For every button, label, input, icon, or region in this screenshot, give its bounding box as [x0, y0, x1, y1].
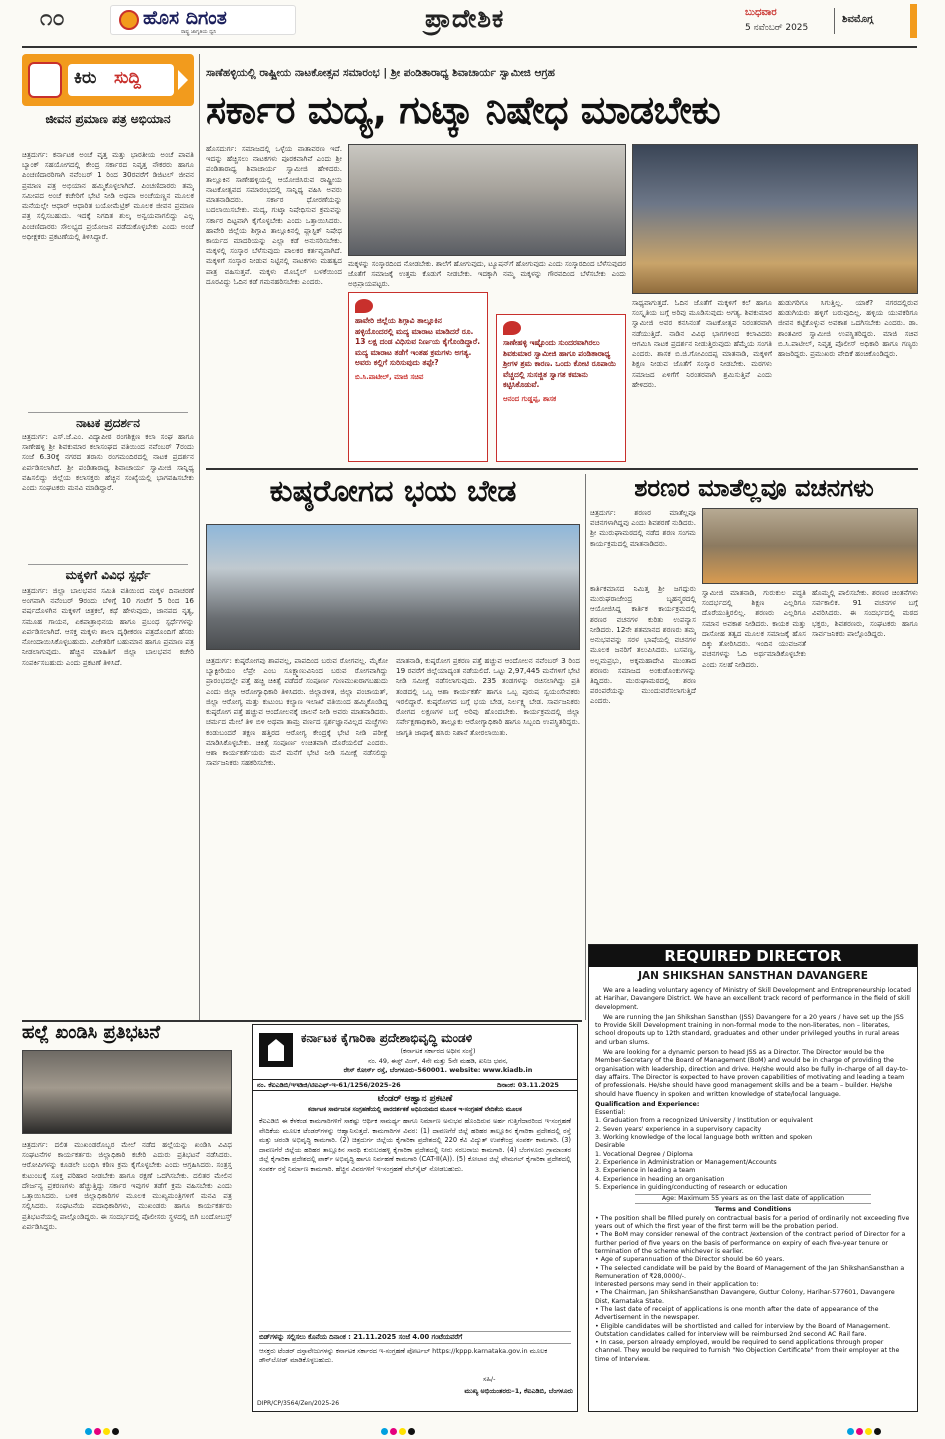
hand-icon: [28, 62, 62, 98]
jss-term-6: • The Chairman, Jan ShikshanSansthan Davangere, Guttur Colony, Harihar-577601, Davangere Dist, Karnataka State.: [595, 1289, 895, 1305]
kiadb-logo: [259, 1033, 293, 1067]
leprosy-headline: ಕುಷ್ಠರೋಗದ ಭಯ ಬೇಡ: [269, 474, 517, 509]
lead-photo-2: [632, 144, 918, 294]
vachana-top: ಚಿತ್ರದುರ್ಗ: ಶರಣರ ಮಾತೆಲ್ಲವೂ ವಚನಗಳಾಗಿದ್ದವು ಎಂದು ಶಿವಶರಣೆ ನುಡಿದರು. ಶ್ರೀ ಮುರುಘಾಮಠದಲ್ಲಿ ನಡೆದ ಶರಣ ಸಂಗಮ ಕಾರ್ಯಕ್ರಮದಲ್ಲಿ ಮಾತನಾಡಿದರು.: [590, 508, 696, 548]
center-vertical-rule: [585, 474, 586, 1020]
kirusuddi-label-b: ಸುದ್ದಿ: [114, 68, 141, 88]
quote-1-byline: ಬಿ.ಸಿ.ಪಾಟೀಲ್, ಮಾಜಿ ಸಚಿವ: [355, 372, 424, 381]
print-color-marks-left: [84, 1420, 120, 1439]
kirusuddi-panel-2: [22, 560, 194, 1020]
jss-desirable-head: Desirable: [595, 1142, 625, 1150]
vachana-photo: [702, 508, 918, 584]
jss-desirable-4: 4. Experience in heading an organisation: [595, 1175, 725, 1183]
quote-2-text: ಸಾಣೇಹಳ್ಳಿ ಇಷ್ಟೊಂದು ಸುಂದರವಾಗಿರಲು ಶಿವಕುಮಾರ ಸ್ವಾಮೀಜಿ ಹಾಗೂ ಪಂಡಿತಾರಾಧ್ಯ ಶ್ರೀಗಳ ಶ್ರಮ ಕಾರಣ. ಒಂದು ಕೋಟಿ ರೂಪಾಯಿ ವೆಚ್ಚದಲ್ಲಿ ಸುಸಜ್ಜಿತ ಸ್ವಾಗತ ಕಮಾನು ಕಟ್ಟಿಸಿಕೊಡುವೆ.: [503, 338, 616, 389]
kiadb-body: ಕೆಐಎಡಿಬಿ ಈ ಕೆಳಕಂಡ ಕಾಮಗಾರಿಗಳಿಗೆ ಸಾಕಷ್ಟು ಆರ್ಥಿಕ ಸಾಮರ್ಥ್ಯ ಹಾಗೂ ನಿರ್ಮಾಣ ಅನುಭವ ಹೊಂದಿರುವ ಅರ್ಹ ಗುತ್ತಿಗೆದಾರರಿಂದ ಇ-ಸಂಗ್ರಹಣೆ ವೇದಿಕೆಯ ಮೂಲಕ ಟೆಂಡರ್‌ಗಳನ್ನು ಆಹ್ವಾನಿಸುತ್ತದೆ. ಕಾಮಗಾರಿಗಳ ವಿವರ: (1) ದಾವಣಗೆರೆ ಜಿಲ್ಲೆ ಹರಿಹರ ತಾಲ್ಲೂಕಿನ ಕೈಗಾರಿಕಾ ಪ್ರದೇಶದಲ್ಲಿ ರಸ್ತೆ ಮತ್ತು ಚರಂಡಿ ಅಭಿವೃದ್ಧಿ ಕಾಮಗಾರಿ. (2) ಚಿತ್ರದುರ್ಗ ಜಿಲ್ಲೆಯ ಕೈಗಾರಿಕಾ ಪ್ರದೇಶದಲ್ಲಿ 220 ಕೆವಿ ವಿದ್ಯುತ್ ಉಪಕೇಂದ್ರ ಸಂಪರ್ಕ ಕಾಮಗಾರಿ. (3) ದಾವಣಗೆರೆ ಜಿಲ್ಲೆಯ ಹರಿಹರ ತಾಲ್ಲೂಕಿನ ಸಾರಥಿ ಕುರುಬರಹಳ್ಳಿ ಕೈಗಾರಿಕಾ ಪ್ರದೇಶದಲ್ಲಿ ನೀರು ಸರಬರಾಜು ಕಾಮಗಾರಿ. (4) ಬೆಂಗಳೂರು ಗ್ರಾಮಾಂತರ ಜಿಲ್ಲೆ ಕೈಗಾರಿಕಾ ಪ್ರದೇಶದಲ್ಲಿ ಪಾರ್ಕ್ ಅಭಿವೃದ್ಧಿ ಹಾಗೂ ನಿರ್ವಹಣೆ ಕಾಮಗಾರಿ (CAT-II(A)). (5) ಕೋಲಾರ ಜಿಲ್ಲೆ ವೇಮಗಲ್ ಕೈಗಾರಿಕಾ ಪ್ರದೇಶದಲ್ಲಿ ಸಂಪರ್ಕ ರಸ್ತೆ ನಿರ್ಮಾಣ ಕಾಮಗಾರಿ. ಹೆಚ್ಚಿನ ವಿವರಗಳಿಗೆ ಇ-ಸಂಗ್ರಹಣೆ ವೆಬ್‌ಸೈಟ್ ನೋಡಬಹುದು.: [259, 1117, 571, 1173]
jss-desirable-3: 3. Experience in leading a team: [595, 1167, 696, 1175]
kirusuddi-panel: [22, 54, 194, 620]
jss-essential-3: 3. Working knowledge of the local language both written and spoken: [595, 1134, 813, 1142]
masthead-accent: [910, 4, 917, 38]
logo-tagline: ರಾಷ್ಟ್ರ ಜಾಗೃತಿಯ ಧ್ವನಿ: [181, 29, 217, 35]
vachana-mid: ಸ್ವಾಮೀಜಿ ಮಾತನಾಡಿ, ಗುರುಕುಲ ಪದ್ಧತಿ ಸಂದರ್ಭದಲ್ಲಿ ಶಿಕ್ಷಣ ಎಲ್ಲರಿಗೂ ದೊರೆಯುತ್ತಿರಲಿಲ್ಲ. ಶರಣರು ಎಲ್ಲರಿಗೂ ಸಮಾನ ಅವಕಾಶ ನೀಡಿದರು. ಕಾಯಕ ಮತ್ತು ದಾಸೋಹ ತತ್ವದ ಮೂಲಕ ಸಮಾಜಕ್ಕೆ ಹೊಸ ದಿಕ್ಕು ತೋರಿಸಿದರು. ಇಂದಿನ ಯುವಜನತೆ ವಚನಗಳನ್ನು ಓದಿ ಅರ್ಥಮಾಡಿಕೊಳ್ಳಬೇಕು ಎಂದು ಸಲಹೆ ನೀಡಿದರು.: [702, 588, 806, 669]
kiadb-ref-bar: [253, 1079, 577, 1091]
kiadb-addr1: ನಂ. 49, ಈಸ್ಟ್ ವಿಂಗ್, 4ನೇ ಮತ್ತು 5ನೇ ಮಹಡಿ, ಖನಿಜ ಭವನ,: [368, 1057, 508, 1065]
lead-bottom-rule: [206, 468, 918, 470]
jss-title: REQUIRED DIRECTOR: [589, 945, 917, 967]
protest-text: ಚಿತ್ರದುರ್ಗ: ದಲಿತ ಮುಖಂಡರೊಬ್ಬರ ಮೇಲೆ ನಡೆದ ಹಲ್ಲೆಯನ್ನು ಖಂಡಿಸಿ ವಿವಿಧ ಸಂಘಟನೆಗಳ ಕಾರ್ಯಕರ್ತರು ಜಿಲ್ಲಾಧಿಕಾರಿ ಕಚೇರಿ ಎದುರು ಪ್ರತಿಭಟನೆ ನಡೆಸಿದರು. ಆರೋಪಿಗಳನ್ನು ಕೂಡಲೇ ಬಂಧಿಸಿ ಕಠಿಣ ಕ್ರಮ ಕೈಗೊಳ್ಳಬೇಕು ಎಂದು ಆಗ್ರಹಿಸಿದರು. ಸಂತ್ರಸ್ತ ಕುಟುಂಬಕ್ಕೆ ಸೂಕ್ತ ಪರಿಹಾರ ನೀಡಬೇಕು ಹಾಗೂ ರಕ್ಷಣೆ ಒದಗಿಸಬೇಕು. ದಲಿತರ ಮೇಲಿನ ದೌರ್ಜನ್ಯ ಪ್ರಕರಣಗಳು ಹೆಚ್ಚುತ್ತಿದ್ದು ಸರ್ಕಾರ ಇವುಗಳ ತಡೆಗೆ ಕ್ರಮ ವಹಿಸಬೇಕು ಎಂದು ಒತ್ತಾಯಿಸಿದರು. ಬಳಿಕ ಜಿಲ್ಲಾಧಿಕಾರಿಗಳ ಮೂಲಕ ಮುಖ್ಯಮಂತ್ರಿಗಳಿಗೆ ಮನವಿ ಪತ್ರ ಸಲ್ಲಿಸಿದರು. ಸಂಘಟನೆಯ ಪದಾಧಿಕಾರಿಗಳು, ಮುಖಂಡರು ಹಾಗೂ ಕಾರ್ಯಕರ್ತರು ಪ್ರತಿಭಟನೆಯಲ್ಲಿ ಪಾಲ್ಗೊಂಡಿದ್ದರು. ಈ ಸಂದರ್ಭದಲ್ಲಿ ಪೊಲೀಸರು ಸ್ಥಳದಲ್ಲಿ ಬಿಗಿ ಬಂದೋಬಸ್ತ್ ಏರ್ಪಡಿಸಿದ್ದರು.: [22, 1140, 232, 1231]
kirusuddi-item3-title: ಮಕ್ಕಳಿಗೆ ವಿವಿಧ ಸ್ಪರ್ಧೆ: [28, 564, 188, 583]
print-color-marks-right: [846, 1420, 882, 1439]
kirusuddi-item1-title: ಜೀವನ ಪ್ರಮಾಣ ಪತ್ರ ಅಭಿಯಾನ: [45, 112, 171, 126]
chevron-icon: [178, 70, 188, 90]
kiadb-date: ದಿನಾಂಕ: 03.11.2025: [497, 1081, 559, 1089]
jss-essential-2: 2. Seven years' experience in a supervisory capacity: [595, 1125, 762, 1133]
kiadb-addr2: ರೇಸ್ ಕೋರ್ಸ್ ರಸ್ತೆ, ಬೆಂಗಳೂರು–560001. website: www.kiadb.in: [343, 1066, 533, 1074]
kiadb-portal: ಆಸಕ್ತರು ಟೆಂಡರ್ ದಸ್ತಾವೇಜುಗಳನ್ನು ಕರ್ನಾಟಕ ಸರ್ಕಾರದ ಇ-ಸಂಗ್ರಹಣೆ ಪೋರ್ಟಲ್ https://kppp.karnataka.gov.in ಮೂಲಕ ಡೌನ್‌ಲೋಡ್ ಮಾಡಿಕೊಳ್ಳಬಹುದು.: [259, 1347, 548, 1365]
masthead: [0, 0, 945, 46]
jss-term-4: • The selected candidate will be paid by the Board of Management of the Jan ShikshanSansthan a Remuneration of ₹28,0000/-.: [595, 1264, 905, 1280]
kirusuddi-item2-text: ಚಿತ್ರದುರ್ಗ: ಎಸ್.ಜೆ.ಎಂ. ವಿದ್ಯಾಪೀಠ ರಂಗಶಿಕ್ಷಣ ಕಲಾ ಸಂಘ ಹಾಗೂ ಸಾಣೇಹಳ್ಳಿ ಶ್ರೀ ಶಿವಕುಮಾರ ಕಲಾಸಂಘದ ವತಿಯಿಂದ ನವೆಂಬರ್ 7ರಂದು ಸಂಜೆ 6.30ಕ್ಕೆ ನಗರದ ತರಾಸು ರಂಗಮಂದಿರದಲ್ಲಿ ನಾಟಕ ಪ್ರದರ್ಶನ ಏರ್ಪಡಿಸಲಾಗಿದೆ. ಶ್ರೀ ಪಂಡಿತಾರಾಧ್ಯ ಶಿವಾಚಾರ್ಯ ಸ್ವಾಮೀಜಿ ಸಾನ್ನಿಧ್ಯ ವಹಿಸಲಿದ್ದು ಜಿಲ್ಲೆಯ ಕಲಾಸಕ್ತರು ಹೆಚ್ಚಿನ ಸಂಖ್ಯೆಯಲ್ಲಿ ಭಾಗವಹಿಸಬೇಕು ಎಂದು ಸಂಘಟಕರು ಮನವಿ ಮಾಡಿದ್ದಾರೆ.: [22, 432, 194, 493]
jss-term-7: • The last date of receipt of applications is one month after the date of appearance of the Advertisement in the newspaper.: [595, 1305, 879, 1322]
kirusuddi-item3-text: ಚಿತ್ರದುರ್ಗ: ಜಿಲ್ಲಾ ಬಾಲಭವನ ಸಮಿತಿ ವತಿಯಿಂದ ಮಕ್ಕಳ ದಿನಾಚರಣೆ ಅಂಗವಾಗಿ ನವೆಂಬರ್ 9ರಂದು ಬೆಳಿಗ್ಗೆ 10 ಗಂಟೆಗೆ 5 ರಿಂದ 16 ವರ್ಷದೊಳಗಿನ ಮಕ್ಕಳಿಗೆ ಚಿತ್ರಕಲೆ, ಕಥೆ ಹೇಳುವುದು, ಜಾನಪದ ನೃತ್ಯ, ಸಮೂಹ ಗಾಯನ, ಏಕಪಾತ್ರಾಭಿನಯ ಹಾಗೂ ಪ್ರಬಂಧ ಸ್ಪರ್ಧೆಗಳನ್ನು ಏರ್ಪಡಿಸಲಾಗಿದೆ. ಆಸಕ್ತ ಮಕ್ಕಳು ಶಾಲಾ ದೃಢೀಕರಣ ಪತ್ರದೊಂದಿಗೆ ಹೆಸರು ನೋಂದಾಯಿಸಿಕೊಳ್ಳಬಹುದು. ವಿಜೇತರಿಗೆ ಬಹುಮಾನ ಹಾಗೂ ಪ್ರಮಾಣ ಪತ್ರ ನೀಡಲಾಗುವುದು. ಹೆಚ್ಚಿನ ಮಾಹಿತಿಗೆ ಜಿಲ್ಲಾ ಬಾಲಭವನ ಕಚೇರಿ ಸಂಪರ್ಕಿಸಬಹುದು ಎಂದು ಪ್ರಕಟಣೆ ತಿಳಿಸಿದೆ.: [22, 586, 194, 667]
vachana-right: ಹೊಮ್ಮಲ್ಲಿ ಪಾಲಿಸಬೇಕು. ಶರಣರ ಚಿಂತನೆಗಳು ಸರ್ವಕಾಲಿಕ. 91 ವಚನಗಳ ಬಗ್ಗೆ ವಿವರಿಸಿದರು. ಈ ಸಂದರ್ಭದಲ್ಲಿ ಮಠದ ಭಕ್ತರು, ಶಿವಶರಣರು, ಸಂಘಟಕರು ಹಾಗೂ ಸಾರ್ವಜನಿಕರು ಪಾಲ್ಗೊಂಡಿದ್ದರು.: [812, 588, 918, 638]
kiadb-sign2: ಮುಖ್ಯ ಅಭಿಯಂತರರು–1, ಕೆಐಎಡಿಬಿ, ಬೆಂಗಳೂರು: [464, 1387, 573, 1395]
quote-2-byline: ಆನಂದ ಗುಡ್ಡಪ್ಪ, ಶಾಸಕ: [503, 394, 557, 403]
kiadb-sub: (ಕರ್ನಾಟಕ ಸರ್ಕಾರದ ಅಧೀನ ಸಂಸ್ಥೆ): [400, 1047, 476, 1055]
kiadb-tender-sub: ಕರ್ನಾಟಕ ಸಾರ್ವಜನಿಕ ಸಂಗ್ರಹಣೆಯಲ್ಲಿ ಪಾರದರ್ಶಕತೆ ಅಧಿನಿಯಮದ ಮೂಲಕ ಇ-ಸಂಗ್ರಹಣೆ ವೇದಿಕೆಯ ಮೂಲಕ: [308, 1106, 522, 1113]
masthead-day: ಬುಧವಾರ: [745, 7, 777, 18]
jss-age: Age: Maximum 55 years as on the last date of application: [635, 1194, 871, 1204]
kiadb-tender-title: ಟೆಂಡರ್ ಆಹ್ವಾನ ಪ್ರಕಟಣೆ: [377, 1094, 453, 1104]
jss-term-3: • Age of superannuation of the Director should be 60 years.: [595, 1256, 785, 1264]
jss-desirable-1: 1. Vocational Degree / Diploma: [595, 1150, 693, 1158]
jss-ad: [588, 944, 918, 1412]
jss-term-9: • In case, person already employed, would be required to send applications through proper channel. They would be required to furnish "No Objection Certificate" from their employer at the time of Interview.: [595, 1339, 900, 1363]
lead-quote-2: [496, 314, 626, 462]
jss-desirable-2: 2. Experience in Administration or Management/Accounts: [595, 1158, 777, 1166]
leprosy-photo: [206, 524, 580, 650]
lead-col3: ಸಾಧ್ಯವಾಗುತ್ತದೆ. ಓದಿನ ಜೊತೆಗೆ ಮಕ್ಕಳಿಗೆ ಕಲೆ ಹಾಗೂ ಸಂಸ್ಕೃತಿಯ ಬಗ್ಗೆ ಅರಿವು ಮೂಡಿಸುವುದು ಅಗತ್ಯ. ಶಿವಕುಮಾರ ಸ್ವಾಮೀಜಿ ಅವರ ಕನಸಿನಂತೆ ನಾಟಕೋತ್ಸವ ನಿರಂತರವಾಗಿ ನಡೆಯುತ್ತಿದೆ. ನಾಡಿನ ವಿವಿಧ ಭಾಗಗಳಿಂದ ಕಲಾವಿದರು ಆಗಮಿಸಿ ನಾಟಕ ಪ್ರದರ್ಶನ ನೀಡುತ್ತಿರುವುದು ಹೆಮ್ಮೆಯ ಸಂಗತಿ ಎಂದರು. ಶಾಸಕ ಬಿ.ಜಿ.ಗೋವಿಂದಪ್ಪ ಮಾತನಾಡಿ, ಮಕ್ಕಳಿಗೆ ಶಿಕ್ಷಣ ನೀಡುವ ಜೊತೆಗೆ ಸಂಸ್ಕಾರ ನೀಡಬೇಕು. ಮಠಗಳು ಸಮಾಜದ ಏಳಿಗೆಗೆ ನಿರಂತರವಾಗಿ ಶ್ರಮಿಸುತ್ತಿವೆ ಎಂದು ಹೇಳಿದರು.: [632, 298, 772, 389]
jss-term-8: • Eligible candidates will be shortlisted and called for interview by the Board of Management. Outstation candidates called for interview will be reimbursed 2nd second AC Rail fare.: [595, 1322, 891, 1338]
kiadb-org: ಕರ್ನಾಟಕ ಕೈಗಾರಿಕಾ ಪ್ರದೇಶಾಭಿವೃದ್ಧಿ ಮಂಡಳಿ: [301, 1031, 473, 1045]
jss-essential-head: Essential:: [595, 1109, 626, 1117]
leprosy-left: ಚಿತ್ರದುರ್ಗ: ಕುಷ್ಠರೋಗವು ಶಾಪವಲ್ಲ, ಪಾಪದಿಂದ ಬರುವ ರೋಗವಲ್ಲ. ಮೈಕೋ ಬ್ಯಾಕ್ಟೀರಿಯಂ ಲೆಪ್ರೇ ಎಂಬ ಸೂಕ್ಷ್ಮಾಣುವಿನಿಂದ ಬರುವ ರೋಗವಾಗಿದ್ದು ಪ್ರಾರಂಭದಲ್ಲೇ ಪತ್ತೆ ಹಚ್ಚಿ ಚಿಕಿತ್ಸೆ ಪಡೆದರೆ ಸಂಪೂರ್ಣ ಗುಣಮುಖರಾಗಬಹುದು ಎಂದು ಜಿಲ್ಲಾ ಆರೋಗ್ಯಾಧಿಕಾರಿ ತಿಳಿಸಿದರು. ಜಿಲ್ಲಾಡಳಿತ, ಜಿಲ್ಲಾ ಪಂಚಾಯತ್, ಜಿಲ್ಲಾ ಆರೋಗ್ಯ ಮತ್ತು ಕುಟುಂಬ ಕಲ್ಯಾಣ ಇಲಾಖೆ ವತಿಯಿಂದ ಹಮ್ಮಿಕೊಂಡಿದ್ದ ಕುಷ್ಠರೋಗ ಪತ್ತೆ ಹಚ್ಚುವ ಆಂದೋಲನಕ್ಕೆ ಚಾಲನೆ ನೀಡಿ ಅವರು ಮಾತನಾಡಿದರು. ಚರ್ಮದ ಮೇಲೆ ತಿಳಿ ಬಿಳಿ ಅಥವಾ ತಾಮ್ರ ವರ್ಣದ ಸ್ಪರ್ಶಜ್ಞಾನವಿಲ್ಲದ ಮಚ್ಚೆಗಳು ಕಂಡುಬಂದರೆ ತಕ್ಷಣ ಹತ್ತಿರದ ಆರೋಗ್ಯ ಕೇಂದ್ರಕ್ಕೆ ಭೇಟಿ ನೀಡಿ ಪರೀಕ್ಷೆ ಮಾಡಿಸಿಕೊಳ್ಳಬೇಕು. ಚಿಕಿತ್ಸೆ ಸಂಪೂರ್ಣ ಉಚಿತವಾಗಿ ದೊರೆಯಲಿದೆ ಎಂದರು. ಆಶಾ ಕಾರ್ಯಕರ್ತೆಯರು ಮನೆ ಮನೆಗೆ ಭೇಟಿ ನೀಡಿ ಸಮೀಕ್ಷೆ ನಡೆಸಲಿದ್ದು ಸಾರ್ವಜನಿಕರು ಸಹಕರಿಸಬೇಕು.: [206, 656, 388, 768]
jss-body: [595, 987, 911, 1407]
quote-2-icon: [503, 321, 521, 335]
masthead-rule: [22, 46, 917, 48]
jss-p2: We are running the Jan Shikshan Sansthan (JSS) Davangere for a 20 years / have set up the JSS to Provide Skill Development training in non-formal mode to the non-literates, non – literates, school dropouts up to 12th standard, graduates and other under privileged youths in rural areas and urban slums.: [595, 1013, 904, 1046]
jss-p3: We are looking for a dynamic person to head JSS as a Director. The Director would be the Member-Secretary of the Board of Management (BoM) and would be in charge of providing the organisation with leadership, direction and drive. He/she would also be fully in-charge of all day-to-day affairs. The Director is expected to have proven capabilities of motivating and leading a team of professionals. He/she should have good management skills and be a team – builder. He/she should have fluency in spoken and written knowledge of state/local language.: [595, 1049, 909, 1098]
lead-col4: ಹುಡುಗರಿಗೂ ಸಿಗುತ್ತಿಲ್ಲ. ಯಾಕೆ? ನಗರದಲ್ಲಿರುವ ಹುಡುಗಿಯರು ಹಳ್ಳಿಗೆ ಬರುವುದಿಲ್ಲ. ಹಳ್ಳಿಯ ಯುವಕರಿಗೂ ಜೀವನ ಕಟ್ಟಿಕೊಳ್ಳುವ ಅವಕಾಶ ಒದಗಿಸಬೇಕು ಎಂದರು. ಡಾ. ಶಾಂತವೀರ ಸ್ವಾಮೀಜಿ ಉಪಸ್ಥಿತರಿದ್ದರು. ಮಾಜಿ ಸಚಿವ ಬಿ.ಸಿ.ಪಾಟೀಲ್, ನಿವೃತ್ತ ಪೊಲೀಸ್ ಅಧಿಕಾರಿ ಹಾಗೂ ಗಣ್ಯರು ಹಾಜರಿದ್ದರು. ಪ್ರಮುಖರು ವೇದಿಕೆ ಹಂಚಿಕೊಂಡಿದ್ದರು.: [778, 298, 918, 359]
lead-headline: ಸರ್ಕಾರ ಮದ್ಯ, ಗುಟ್ಕಾ ನಿಷೇಧ ಮಾಡಬೇಕು: [206, 88, 721, 132]
kirusuddi-item1-text: ಚಿತ್ರದುರ್ಗ: ಕರ್ನಾಟಕ ಅಂಚೆ ವೃತ್ತ ಮತ್ತು ಭಾರತೀಯ ಅಂಚೆ ಪಾವತಿ ಬ್ಯಾಂಕ್ ಸಹಯೋಗದಲ್ಲಿ ಕೇಂದ್ರ ಸರ್ಕಾರದ ನಿವೃತ್ತ ನೌಕರರು ಹಾಗೂ ಪಿಂಚಣಿದಾರರಿಗಾಗಿ ನವೆಂಬರ್ 1 ರಿಂದ 30ರವರೆಗೆ ಡಿಜಿಟಲ್ ಜೀವನ ಪ್ರಮಾಣ ಪತ್ರ ಅಭಿಯಾನ ಹಮ್ಮಿಕೊಳ್ಳಲಾಗಿದೆ. ಪಿಂಚಣಿದಾರರು ತಮ್ಮ ಸಮೀಪದ ಅಂಚೆ ಕಚೇರಿಗೆ ಭೇಟಿ ನೀಡಿ ಅಥವಾ ಅಂಚೆಯಣ್ಣನ ಮೂಲಕ ಮನೆಯಲ್ಲೇ ಆಧಾರ್ ಆಧಾರಿತ ಬಯೋಮೆಟ್ರಿಕ್ ಮೂಲಕ ಜೀವನ ಪ್ರಮಾಣ ಪತ್ರ ಸಲ್ಲಿಸಬಹುದು. ಇದಕ್ಕೆ ನಿಗದಿತ ಶುಲ್ಕ ಅನ್ವಯವಾಗಲಿದ್ದು ಎಲ್ಲ ಪಿಂಚಣಿದಾರರು ಸೌಲಭ್ಯದ ಪ್ರಯೋಜನ ಪಡೆದುಕೊಳ್ಳಬೇಕು ಎಂದು ಅಂಚೆ ಅಧೀಕ್ಷಕರು ಪ್ರಕಟಣೆಯಲ್ಲಿ ತಿಳಿಸಿದ್ದಾರೆ.: [22, 150, 194, 241]
protest-headline: ಹಲ್ಲೆ ಖಂಡಿಸಿ ಪ್ರತಿಭಟನೆ: [22, 1022, 161, 1043]
logo: [110, 5, 296, 35]
masthead-date: 5 ನವೆಂಬರ್ 2025: [745, 23, 809, 33]
vachana-headline: ಶರಣರ ಮಾತೆಲ್ಲವೂ ವಚನಗಳು: [634, 474, 874, 502]
kiadb-sign1: ಸಹಿ/-: [483, 1375, 496, 1383]
kirusuddi-item2-title: ನಾಟಕ ಪ್ರದರ್ಶನ: [28, 412, 188, 431]
lead-quote-1: [348, 292, 488, 462]
masthead-divider: [834, 8, 835, 34]
kirusuddi-banner: [22, 54, 194, 106]
jss-p1: We are a leading voluntary agency of Ministry of Skill Development and Entrepreneurship located at Harihar, Davangere District. We have an excellent track record of performance in the field of skill development.: [595, 987, 911, 1011]
jss-desirable-5: 5. Experience in guiding/conducting of research or education: [595, 1183, 788, 1191]
lead-col1: ಹೊಸದುರ್ಗ: ಸಮಾಜದಲ್ಲಿ ಒಳ್ಳೆಯ ವಾತಾವರಣ ಇದೆ. ಇದನ್ನು ಹೆಚ್ಚಿಸಲು ನಾಟಕಗಳು ಪೂರಕವಾಗಿವೆ ಎಂದು ಶ್ರೀ ಪಂಡಿತಾರಾಧ್ಯ ಶಿವಾಚಾರ್ಯ ಸ್ವಾಮೀಜಿ ಹೇಳಿದರು. ತಾಲ್ಲೂಕಿನ ಸಾಣೇಹಳ್ಳಿಯಲ್ಲಿ ಆಯೋಜಿಸಿರುವ ರಾಷ್ಟ್ರೀಯ ನಾಟಕೋತ್ಸವದ ಸಮಾರಂಭದಲ್ಲಿ ಸಾನ್ನಿಧ್ಯ ವಹಿಸಿ ಅವರು ಮಾತನಾಡಿದರು. ಸರ್ಕಾರ ಧೋರಣೆಯನ್ನು ಬದಲಾಯಿಸಬೇಕು. ಮದ್ಯ, ಗುಟ್ಕಾ ನಿಷೇಧಿಸುವ ಕ್ರಮವನ್ನು ಸರ್ಕಾರ ದಿಟ್ಟವಾಗಿ ಕೈಗೊಳ್ಳಬೇಕು ಎಂದು ಒತ್ತಾಯಿಸಿದರು. ಹಾವೇರಿ ಜಿಲ್ಲೆಯ ಶಿಗ್ಗಾವಿ ತಾಲ್ಲೂಕಿನಲ್ಲಿ ಪ್ಲಾಸ್ಟಿಕ್ ನಿಷೇಧ ಕಾರ್ಯದ ಮಾದರಿಯನ್ನು ಎಲ್ಲಾ ಕಡೆ ಅನುಸರಿಸಬೇಕು. ಮಕ್ಕಳಲ್ಲಿ ಸಂಸ್ಕಾರ ಬೆಳೆಸುವುದು ಪಾಲಕರ ಕರ್ತವ್ಯವಾಗಿದೆ. ಮಕ್ಕಳಿಗೆ ಸಂಸ್ಕಾರ ನೀಡುವ ನಿಟ್ಟಿನಲ್ಲಿ ನಾಟಕಗಳು ಮಹತ್ವದ ಪಾತ್ರ ವಹಿಸುತ್ತವೆ. ಮಕ್ಕಳು ಮೊಬೈಲ್ ಬಳಕೆಯಿಂದ ದೂರವಿದ್ದು ಓದಿನ ಕಡೆ ಗಮನಹರಿಸಬೇಕು ಎಂದರು.: [206, 144, 342, 286]
kiadb-ref: ನಂ. ಕೆಐಎಡಿಬಿ/ಇಇಡಿಜಿ/ಟಿಐಎಫ್-ಇ-61/1256/2025–26: [257, 1081, 401, 1089]
logo-emblem-icon: [119, 10, 139, 30]
jss-essential-1: 1. Graduation from a recognized University / Institution or equivalent: [595, 1117, 813, 1125]
left-column-rule: [199, 54, 200, 1020]
kiadb-deadline: ಬಿಡ್‌ಗಳನ್ನು ಸಲ್ಲಿಸಲು ಕೊನೆಯ ದಿನಾಂಕ : 21.11.2025 ಸಂಜೆ 4.00 ಗಂಟೆಯವರೆಗೆ: [259, 1331, 571, 1344]
jss-term-5: Interested persons may send in their application to:: [595, 1281, 759, 1289]
masthead-city: ಶಿವಮೊಗ್ಗ: [842, 14, 874, 25]
section-title: ಪ್ರಾದೇಶಿಕ: [425, 4, 505, 33]
lead-kicker: ಸಾಣೆಹಳ್ಳಿಯಲ್ಲಿ ರಾಷ್ಟ್ರೀಯ ನಾಟಕೋತ್ಸವ ಸಮಾರಂಭ | ಶ್ರೀ ಪಂಡಿತಾರಾಧ್ಯ ಶಿವಾಚಾರ್ಯ ಸ್ವಾಮೀಜಿ ಆಗ್ರಹ: [206, 67, 555, 79]
kirusuddi-label-a: ಕಿರು: [74, 68, 97, 88]
logo-text: ಹೊಸ ದಿಗಂತ: [143, 7, 227, 29]
page-number: ೧೦: [40, 6, 65, 31]
jss-term-1: • The position shall be filled purely on contractual basis for a period of ordinarily not exceeding five years out of which the first year of the first term will be the probation period.: [595, 1214, 910, 1231]
protest-photo: [22, 1050, 232, 1134]
lead-photo-1: [348, 144, 626, 256]
jss-terms-head: Terms and Conditions: [714, 1206, 792, 1214]
leprosy-right: ಮಾತನಾಡಿ, ಕುಷ್ಠರೋಗ ಪ್ರಕರಣ ಪತ್ತೆ ಹಚ್ಚುವ ಆಂದೋಲನ ನವೆಂಬರ್ 3 ರಿಂದ 19 ರವರೆಗೆ ಜಿಲ್ಲೆಯಾದ್ಯಂತ ನಡೆಯಲಿದೆ. ಒಟ್ಟು 2,97,445 ಮನೆಗಳಿಗೆ ಭೇಟಿ ನೀಡಿ ಸಮೀಕ್ಷೆ ನಡೆಸಲಾಗುವುದು. 235 ತಂಡಗಳನ್ನು ರಚಿಸಲಾಗಿದ್ದು ಪ್ರತಿ ತಂಡದಲ್ಲಿ ಒಬ್ಬ ಆಶಾ ಕಾರ್ಯಕರ್ತೆ ಹಾಗೂ ಒಬ್ಬ ಪುರುಷ ಸ್ವಯಂಸೇವಕರು ಇರಲಿದ್ದಾರೆ. ಕುಷ್ಠರೋಗದ ಬಗ್ಗೆ ಭಯ ಬೇಡ, ನಿರ್ಲಕ್ಷ್ಯ ಬೇಡ. ಸಾರ್ವಜನಿಕರು ರೋಗದ ಲಕ್ಷಣಗಳ ಬಗ್ಗೆ ಅರಿವು ಹೊಂದಬೇಕು. ಕಾರ್ಯಕ್ರಮದಲ್ಲಿ ಜಿಲ್ಲಾ ಸರ್ವೇಕ್ಷಣಾಧಿಕಾರಿ, ತಾಲ್ಲೂಕು ಆರೋಗ್ಯಾಧಿಕಾರಿ ಹಾಗೂ ಸಿಬ್ಬಂದಿ ಉಪಸ್ಥಿತರಿದ್ದರು. ಜಾಗೃತಿ ಜಾಥಾಕ್ಕೆ ಹಸಿರು ನಿಶಾನೆ ತೋರಲಾಯಿತು.: [396, 656, 580, 737]
vachana-left: ಕಾರ್ತಿಕಮಾಸದ ನಿಮಿತ್ತ ಶ್ರೀ ಜಗದ್ಗುರು ಮುರುಘರಾಜೇಂದ್ರ ಬೃಹನ್ಮಠದಲ್ಲಿ ಆಯೋಜಿಸಿದ್ದ ಕಾರ್ತಿಕ ಕಾರ್ಯಕ್ರಮದಲ್ಲಿ ಶರಣರ ವಚನಗಳ ಕುರಿತು ಉಪನ್ಯಾಸ ನೀಡಿದರು. 12ನೇ ಶತಮಾನದ ಶರಣರು ತಮ್ಮ ಅನುಭವವನ್ನು ಸರಳ ಭಾಷೆಯಲ್ಲಿ ವಚನಗಳ ಮೂಲಕ ಜನರಿಗೆ ತಲುಪಿಸಿದರು. ಬಸವಣ್ಣ, ಅಲ್ಲಮಪ್ರಭು, ಅಕ್ಕಮಹಾದೇವಿ ಮುಂತಾದ ಶರಣರು ಸಮಾಜದ ಅಂಕುಡೊಂಕುಗಳನ್ನು ತಿದ್ದಿದರು. ಮುರುಘಾಮಠದಲ್ಲಿ ಶರಣ ಪರಂಪರೆಯನ್ನು ಮುಂದುವರೆಸಲಾಗುತ್ತಿದೆ ಎಂದರು.: [590, 584, 696, 706]
kiadb-dipr: DIPR/CP/3564/Zen/2025-26: [257, 1400, 340, 1407]
quote-1-text: ಹಾವೇರಿ ಜಿಲ್ಲೆಯ ಶಿಗ್ಗಾವಿ ತಾಲ್ಲೂಕಿನ ಹಳ್ಳಿಯೊಂದರಲ್ಲಿ ಮದ್ಯ ಮಾರಾಟ ಮಾಡಿದರೆ ರೂ. 13 ಲಕ್ಷ ದಂಡ ವಿಧಿಸುವ ನಿರ್ಣಯ ಕೈಗೊಂಡಿದ್ದಾರೆ. ಮದ್ಯ ಮಾರಾಟ ತಡೆಗೆ ಇಂತಹ ಕ್ರಮಗಳು ಅಗತ್ಯ. ಅವರು ಕಲ್ಲಿಗೆ ಸುರಿಸುವುದು ತಪ್ಪೇ?: [355, 316, 481, 367]
lead-under-photo: ಮಕ್ಕಳನ್ನು ಸಂಸ್ಕಾರದಿಂದ ನೋಡಬೇಕು. ಶಾಲೆಗೆ ಹೋಗುವುದು, ಟ್ಯೂಷನ್‌ಗೆ ಹೋಗುವುದು ಎಂದು ಸಂಸ್ಕಾರದಿಂದ ಬೆಳೆಸುವುದರ ಜೊತೆಗೆ ಸಮಾಜಕ್ಕೆ ಉತ್ತಮ ಕೊಡುಗೆ ನೀಡಬೇಕು. ಇದಕ್ಕಾಗಿ ನಮ್ಮ ಮಕ್ಕಳನ್ನು ಗೌರವದಿಂದ ಬೆಳೆಸಬೇಕು ಎಂದು ಅಭಿಪ್ರಾಯಪಟ್ಟರು.: [348, 260, 626, 288]
jss-term-2: • The BoM may consider renewal of the contract /extension of the contract period of Director for a further period of five years on the basis of performance on expiry of each five-year tenure or termination of the scheme whichever is earlier.: [595, 1231, 906, 1255]
jss-qual-head: Qualification and Experience:: [595, 1100, 700, 1108]
print-color-marks-mid: [380, 1420, 416, 1439]
kiadb-ad: [252, 1024, 578, 1412]
quote-1-icon: [355, 299, 373, 313]
kiadb-logo-icon: [268, 1039, 284, 1061]
jss-subtitle: JAN SHIKSHAN SANSTHAN DAVANGERE: [638, 970, 868, 982]
